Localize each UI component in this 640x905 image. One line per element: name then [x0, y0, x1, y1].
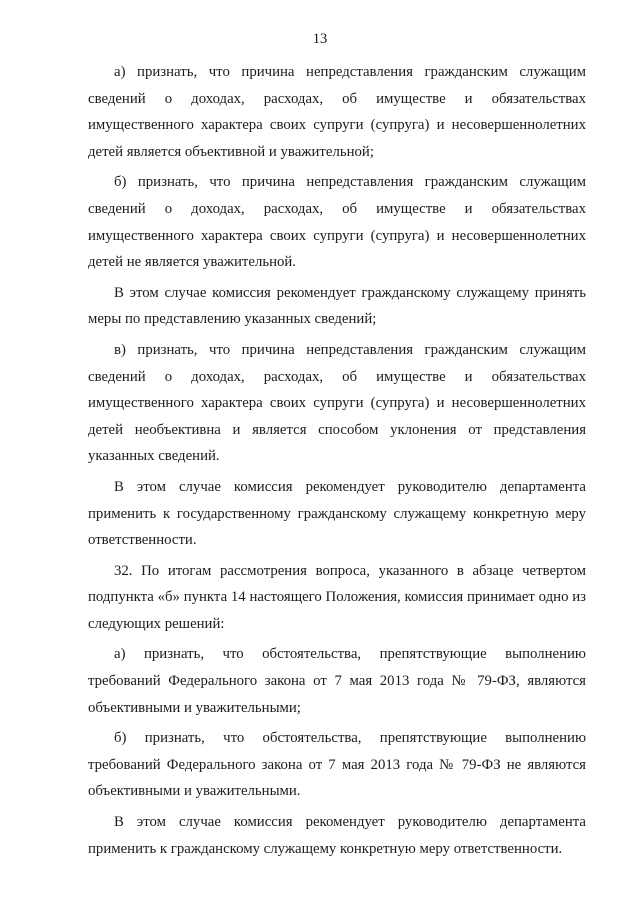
- page-number: 13: [312, 31, 328, 47]
- paragraph-decision-v: в) признать, что причина непредставления гражданским служащим сведений о доходах, расходах, об имуществе и обязательствах имущественного характера своих супруги (супруга) и несовершеннолетних детей необъективна и является способом уклонения от представления указанных сведений.: [88, 341, 586, 465]
- paragraph-item-32-a: а) признать, что обстоятельства, препятствующие выполнению требований Федерального закона от 7 мая 2013 года № 79-ФЗ, являются объективными и уважительными;: [88, 646, 586, 716]
- document-body: [88, 59, 586, 862]
- paragraph-recommendation-1: В этом случае комиссия рекомендует гражданскому служащему принять меры по представлению указанных сведений;: [88, 284, 586, 328]
- paragraph-item-32-b: б) признать, что обстоятельства, препятствующие выполнению требований Федерального закона от 7 мая 2013 года № 79-ФЗ не являются объективными и уважительными.: [88, 730, 586, 800]
- paragraph-decision-b: б) признать, что причина непредставления гражданским служащим сведений о доходах, расходах, об имуществе и обязательствах имущественного характера своих супруги (супруга) и несовершеннолетних детей не является уважительной.: [88, 174, 586, 271]
- paragraph-decision-a: а) признать, что причина непредставления гражданским служащим сведений о доходах, расходах, об имуществе и обязательствах имущественного характера своих супруги (супруга) и несовершеннолетних детей является объективной и уважительной;: [88, 64, 586, 160]
- paragraph-item-32: 32. По итогам рассмотрения вопроса, указанного в абзаце четвертом подпункта «б» пункта 14 настоящего Положения, комиссия принимает одно из следующих решений:: [88, 562, 586, 632]
- paragraph-recommendation-2: В этом случае комиссия рекомендует руководителю департамента применить к государственному гражданскому служащему конкретную меру ответственности.: [88, 478, 586, 549]
- paragraph-recommendation-3: В этом случае комиссия рекомендует руководителю департамента применить к гражданскому служащему конкретную меру ответственности.: [88, 814, 586, 857]
